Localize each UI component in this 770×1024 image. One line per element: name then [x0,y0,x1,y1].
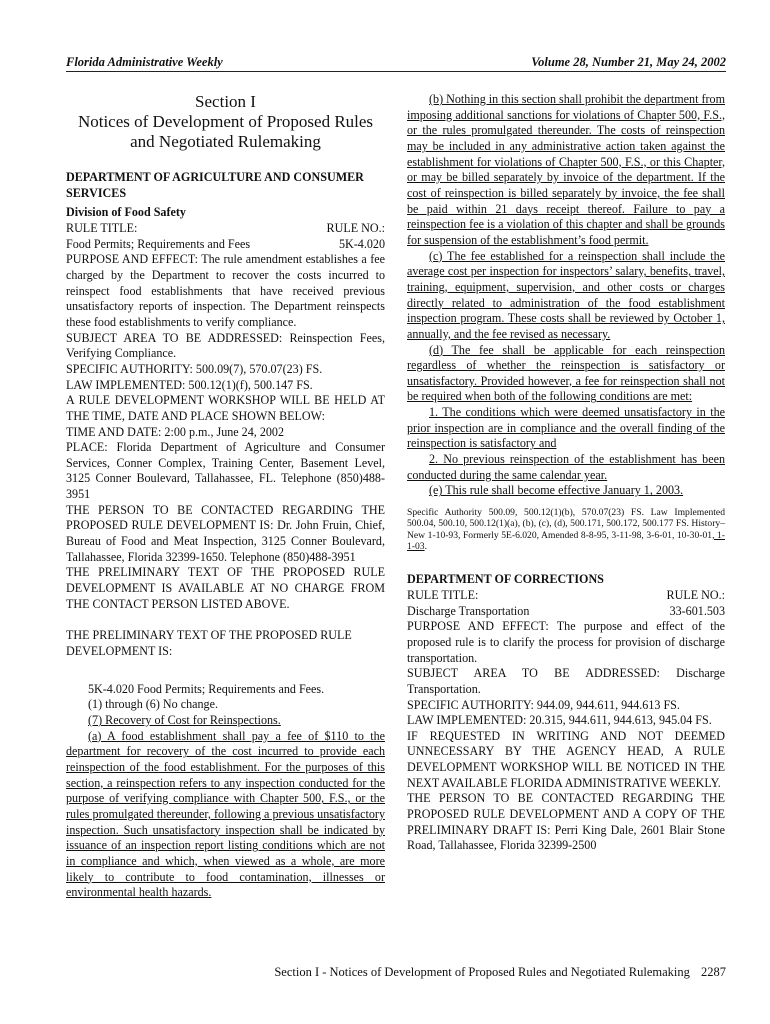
corrections-specific-authority: SPECIFIC AUTHORITY: 944.09, 944.611, 944.613 FS. [407,697,680,712]
rule-history-period: . [424,540,427,552]
paragraph-b: (b) Nothing in this section shall prohibit the department from imposing additional sanctions for violations of Chapter 500, F.S., or the rules promulgated thereunder. The costs of reinspection may be included in any administrative action taken against the establishment for violations of Chapter 500, F.S., or this Chapter, or may be billed separately by invoice of the department. If the cost of reinspection is billed separately by invoice, the fee shall be paid within 21 days receipt thereof. Failure to pay a reinspection fee is a violation of this chapter and shall be grounds for suspension of the establishment’s food permit. [407,92,725,247]
rule-title: Food Permits; Requirements and Fees [66,236,251,251]
division-heading: Division of Food Safety [66,205,186,220]
corrections-department-heading: DEPARTMENT OF CORRECTIONS [407,572,604,587]
corrections-law-implemented: LAW IMPLEMENTED: 20.315, 944.611, 944.613, 945.04 FS. [407,713,712,728]
rule-history-new-date: , 1-1-03 [407,529,725,552]
purpose-and-effect: PURPOSE AND EFFECT: The rule amendment establishes a fee charged by the Department to recover the costs incurred to reinspect food establishments that have received previous unsatisfactory reports of inspection. The Department reinspects these food establishments to verify compliance. [66,252,385,329]
rule-no-label: RULE NO.: [326,220,385,235]
corrections-rule-title-row [407,588,725,604]
running-header [66,55,726,70]
preliminary-availability: THE PRELIMINARY TEXT OF THE PROPOSED RULE DEVELOPMENT IS AVAILABLE AT NO CHARGE FROM THE CONTACT PERSON LISTED ABOVE. [66,565,385,611]
page-footer [274,965,726,980]
department-heading: DEPARTMENT OF AGRICULTURE AND CONSUMER SERVICES [66,170,364,200]
preliminary-text-heading: THE PRELIMINARY TEXT OF THE PROPOSED RULE DEVELOPMENT IS: [66,628,352,659]
journal-name: Florida Administrative Weekly [66,55,223,69]
rule-title-value-row [66,237,385,253]
right-column [407,92,725,854]
rule-title-row [66,221,385,237]
place: PLACE: Florida Department of Agriculture and Consumer Services, Conner Complex, Training Center, Basement Level, 3125 Conner Boulevard, Tallahassee, FL. Telephone (850)488-3951 [66,440,385,502]
rule-title-label: RULE TITLE: [66,220,138,235]
contact-person: THE PERSON TO BE CONTACTED REGARDING THE PROPOSED RULE DEVELOPMENT IS: Dr. John Fruin, Chief, Bureau of Food and Meat Inspection, 3125 Conner Boulevard, Tallahassee, Florida 32399-1650. Telephone (850)488-3951 [66,502,385,564]
rule-number: 5K-4.020 [338,236,385,251]
corrections-purpose: PURPOSE AND EFFECT: The purpose and effect of the proposed rule is to clarify the process for provision of discharge transportation. [407,619,725,665]
corrections-rule-number: 33-601.503 [669,603,725,618]
law-implemented: LAW IMPLEMENTED: 500.12(1)(f), 500.147 FS. [66,377,313,392]
paragraph-a: (a) A food establishment shall pay a fee of $110 to the department for recovery of the cost incurred to provide each reinspection of the food establishment. For the purposes of this section, a reinspection refers to any inspection conducted for the purpose of verifying compliance with Chapter 500, F.S., or the rules promulgated thereunder, following a previous unsatisfactory inspection. Such unsatisfactory inspection shall be indicated by issuance of an inspection report listing conditions which are not in compliance and which, when viewed as a whole, are more likely to contribute to food contamination, illnesses or environmental health hazards. [66,728,385,900]
corrections-workshop-notice: IF REQUESTED IN WRITING AND NOT DEEMED UNNECESSARY BY THE AGENCY HEAD, A RULE DEVELOPMENT WORKSHOP WILL BE NOTICED IN THE NEXT AVAILABLE FLORIDA ADMINISTRATIVE WEEKLY. [407,728,725,790]
section-title-line3: and Negotiated Rulemaking [130,132,321,151]
condition-1: 1. The conditions which were deemed unsatisfactory in the prior inspection are in compliance and the overall finding of the reinspection is satisfactory and [407,405,725,451]
time-and-date: TIME AND DATE: 2:00 p.m., June 24, 2002 [66,424,285,439]
condition-2: 2. No previous reinspection of the establishment has been conducted during the same calendar year. [407,452,725,482]
corrections-rule-value-row [407,604,725,620]
workshop-notice: A RULE DEVELOPMENT WORKSHOP WILL BE HELD AT THE TIME, DATE AND PLACE SHOWN BELOW: [66,393,385,423]
corrections-contact-person: THE PERSON TO BE CONTACTED REGARDING THE PROPOSED RULE DEVELOPMENT AND A COPY OF THE PRELIMINARY DRAFT IS: Perri King Dale, 2601 Blair Stone Road, Tallahassee, Florida 32399-2500 [407,791,725,853]
section-title-line2: Notices of Development of Proposed Rules [77,112,374,131]
footer-text: Section I - Notices of Development of Proposed Rules and Negotiated Rulemaking [274,965,690,979]
section-title-line1: Section I [195,92,256,111]
rule-text-heading: 5K-4.020 Food Permits; Requirements and Fees. [88,681,325,696]
paragraph-e: (e) This rule shall become effective January 1, 2003. [429,483,684,498]
page-number: 2287 [701,965,726,979]
paragraph-d: (d) The fee shall be applicable for each reinspection regardless of whether the reinspection is satisfactory or unsatisfactory. Provided however, a fee for reinspection shall not be required when both of the following conditions are met: [407,342,725,404]
section-title [66,92,385,152]
left-column [66,92,385,901]
rule-history-text: Specific Authority 500.09, 500.12(1)(b), 570.07(23) FS. Law Implemented 500.04, 500.10, 500.12(1)(a), (b), (c), (d), 500.171, 500.172, 500.177 FS. History–New 1-10-93, Formerly 5E-6.020, Amended 8-8-95, 3-11-98, 3-6-01, 10-30-01 [407,507,725,541]
rule-history [407,507,725,552]
no-change-line: (1) through (6) No change. [88,697,218,712]
subject-area: SUBJECT AREA TO BE ADDRESSED: Reinspection Fees, Verifying Compliance. [66,330,385,361]
corrections-subject-area: SUBJECT AREA TO BE ADDRESSED: Discharge Transportation. [407,666,725,696]
recovery-heading: (7) Recovery of Cost for Reinspections. [88,713,281,727]
paragraph-c: (c) The fee established for a reinspection shall include the average cost per inspection for inspectors’ salary, benefits, travel, training, equipment, supervision, and other costs or charges directly related to administration of the food establishment inspection program. These costs shall be reviewed by October 1, annually, and the fee revised as necessary. [407,248,725,341]
corrections-rule-title: Discharge Transportation [407,603,530,618]
header-rule [66,71,726,72]
corrections-rule-no-label: RULE NO.: [666,587,725,602]
issue-info: Volume 28, Number 21, May 24, 2002 [531,55,726,69]
corrections-rule-title-label: RULE TITLE: [407,587,479,602]
specific-authority: SPECIFIC AUTHORITY: 500.09(7), 570.07(23) FS. [66,361,323,376]
